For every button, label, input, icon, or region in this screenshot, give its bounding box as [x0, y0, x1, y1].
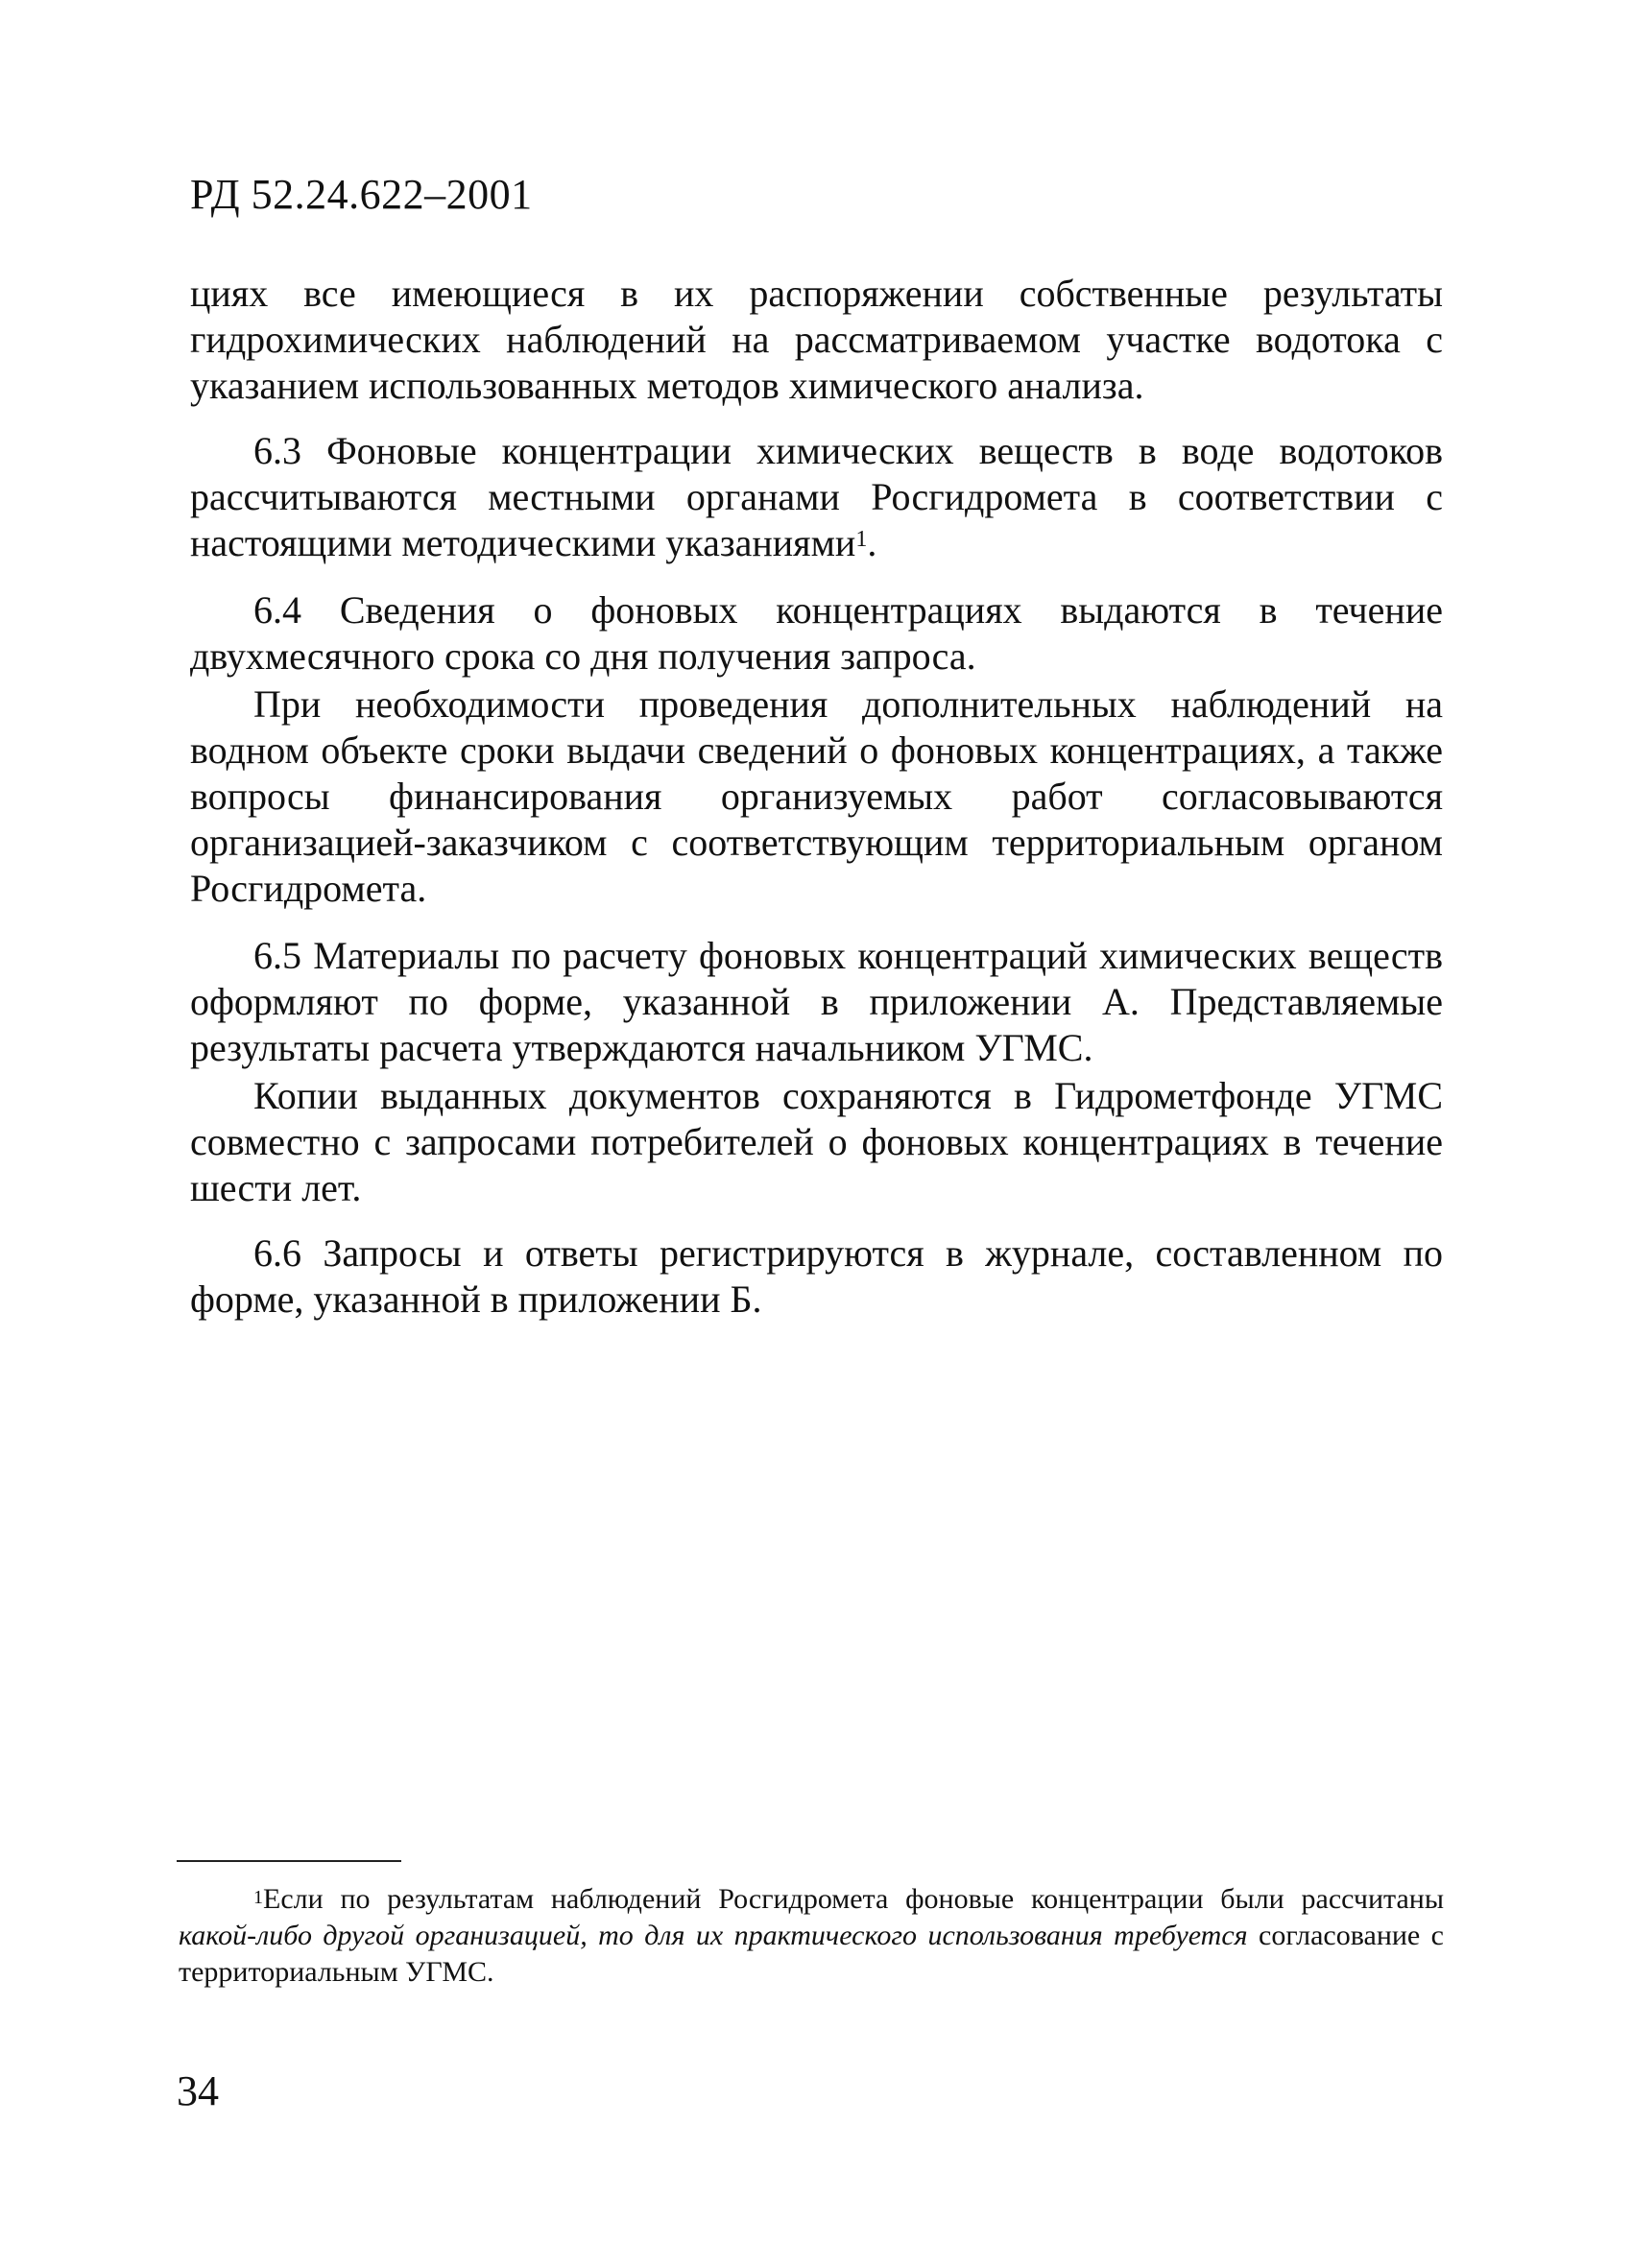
paragraph-6-4: 6.4 Сведения о фоновых концентрациях выдаются в течение двухмесячного срока со дня получения запроса.	[190, 588, 1443, 678]
footnote-mark: 1	[253, 1887, 263, 1908]
footnote-text-part3: согласование с территориальным УГМС.	[179, 1920, 1444, 1988]
paragraph-6-6: 6.6 Запросы и ответы регистрируются в журнале, составленном по форме, указанной в приложении Б.	[190, 1231, 1443, 1321]
footnote-separator	[177, 1860, 401, 1862]
footnote	[179, 1881, 1444, 1991]
paragraph-6-3-text: 6.3 Фоновые концентрации химических веществ в воде водотоков рассчитываются местными органами Росгидромета в соответствии с настоящими методическими указаниями	[190, 429, 1443, 564]
paragraph-6-5-copies: Копии выданных документов сохраняются в Гидрометфонде УГМС совместно с запросами потребителей о фоновых концентрациях в течение шести лет.	[190, 1074, 1443, 1209]
paragraph-6-3-end: .	[867, 521, 877, 564]
paragraph-6-4-additional: При необходимости проведения дополнительных наблюдений на водном объекте сроки выдачи сведений о фоновых концентрациях, а также вопросы финансирования организуемых работ согласовываются организацией-заказчиком с соответствующим территориальным органом Росгидромета.	[190, 682, 1443, 910]
document-code-header: РД 52.24.622–2001	[190, 171, 533, 218]
footnote-reference-mark: 1	[855, 527, 868, 552]
footnote-text-part2: какой-либо другой организацией, то для их практического использования требуется	[179, 1920, 1248, 1951]
paragraph-continuation: циях все имеющиеся в их распоряжении собственные результаты гидрохимических наблюдений на рассматриваемом участке водотока с указанием использованных методов химического анализа.	[190, 272, 1443, 407]
footnote-text-part1: Если по результатам наблюдений Росгидромета фоновые концентрации были рассчитаны	[263, 1883, 1444, 1915]
page-number: 34	[177, 2067, 219, 2114]
paragraph-6-5: 6.5 Материалы по расчету фоновых концентраций химических веществ оформляют по форме, указанной в приложении А. Представляемые результаты расчета утверждаются начальником УГМС.	[190, 934, 1443, 1069]
paragraph-6-3	[190, 428, 1443, 566]
